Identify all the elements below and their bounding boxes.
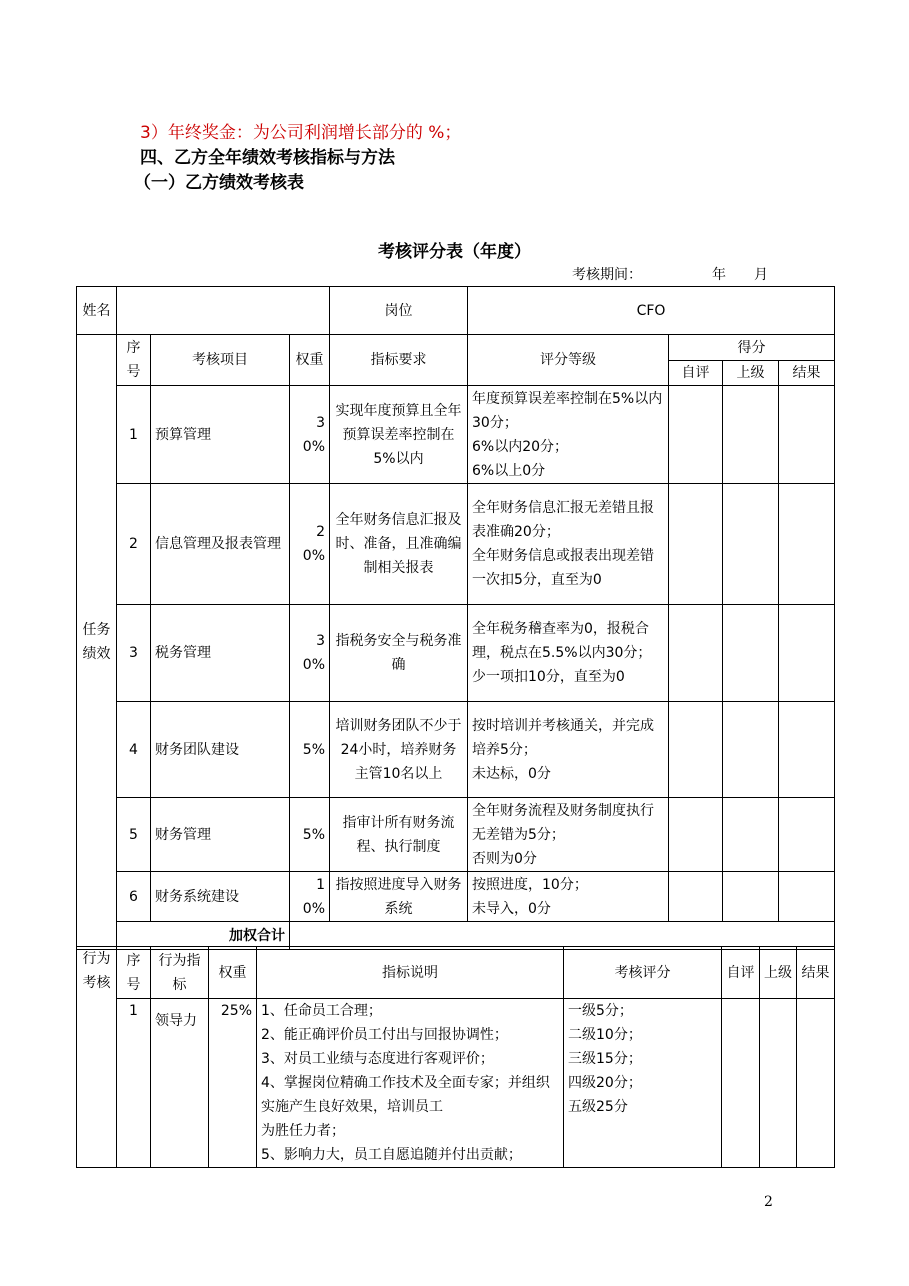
row-requirement: 指税务安全与税务准确 [330,605,468,702]
col-assessment-score: 考核评分 [564,947,722,999]
self-score-cell[interactable] [669,484,723,605]
row-requirement: 实现年度预算且全年预算误差率控制在5%以内 [330,386,468,484]
behavior-assessment-table [76,946,835,1168]
row-indicator: 领导力 [151,999,209,1168]
col-superior: 上级 [760,947,797,999]
row-grading: 按时培训并考核通关，并完成培养5分； 未达标，0分 [468,702,669,798]
superior-score-cell[interactable] [723,872,779,922]
superior-score-cell[interactable] [723,702,779,798]
result-score-cell[interactable] [779,702,835,798]
period-label: 考核期间： [572,267,642,283]
col-grading: 评分等级 [468,335,669,386]
row-weight: 20% [290,484,330,605]
result-score-cell[interactable] [797,999,835,1168]
row-seq: 1 [117,386,151,484]
self-score-cell[interactable] [669,872,723,922]
table-title: 考核评分表（年度） [378,242,531,262]
col-seq: 序号 [117,947,151,999]
row-requirement: 指审计所有财务流程、执行制度 [330,798,468,872]
table-row [77,872,835,922]
result-score-cell[interactable] [779,484,835,605]
superior-score-cell[interactable] [723,386,779,484]
row-item: 税务管理 [151,605,290,702]
row-grading: 全年财务流程及财务制度执行无差错为5分； 否则为0分 [468,798,669,872]
table-row [77,798,835,872]
self-score-cell[interactable] [722,999,760,1168]
row-seq: 6 [117,872,151,922]
row-weight: 30% [290,386,330,484]
result-score-cell[interactable] [779,605,835,702]
name-value[interactable] [117,287,330,335]
col-item: 考核项目 [151,335,290,386]
section-heading: 四、乙方全年绩效考核指标与方法 [140,148,395,168]
row-requirement: 指按照进度导入财务系统 [330,872,468,922]
col-indicator: 行为指标 [151,947,209,999]
bonus-clause: 3）年终奖金：为公司利润增长部分的 %； [140,123,462,143]
self-score-cell[interactable] [669,798,723,872]
col-weight: 权重 [290,335,330,386]
col-seq: 序号 [117,335,151,386]
col-weight: 权重 [209,947,257,999]
col-result: 结果 [779,361,835,386]
row-item: 财务系统建设 [151,872,290,922]
result-score-cell[interactable] [779,872,835,922]
row-weight: 5% [290,702,330,798]
post-label: 岗位 [330,287,468,335]
table-row [77,999,835,1168]
task-performance-table [76,286,835,950]
page-number: 2 [764,1194,773,1210]
period-month: 月 [754,267,768,283]
row-requirement: 培训财务团队不少于24小时，培养财务主管10名以上 [330,702,468,798]
row-weight: 25% [209,999,257,1168]
row-weight: 30% [290,605,330,702]
row-item: 财务管理 [151,798,290,872]
col-result: 结果 [797,947,835,999]
assessment-period [572,264,768,284]
col-self: 自评 [722,947,760,999]
period-year: 年 [712,267,726,283]
row-item: 信息管理及报表管理 [151,484,290,605]
superior-score-cell[interactable] [723,605,779,702]
row-assessment-score: 一级5分； 二级10分； 三级15分； 四级20分； 五级25分 [564,999,722,1168]
subsection-heading: （一）乙方绩效考核表 [134,173,304,193]
col-self: 自评 [669,361,723,386]
superior-score-cell[interactable] [760,999,797,1168]
task-section-label: 任务绩效 [77,335,117,950]
table-row [77,702,835,798]
col-requirement: 指标要求 [330,335,468,386]
table-row [77,605,835,702]
row-seq: 1 [117,999,151,1168]
row-item: 预算管理 [151,386,290,484]
result-score-cell[interactable] [779,798,835,872]
row-seq: 2 [117,484,151,605]
name-label: 姓名 [77,287,117,335]
table-row [77,386,835,484]
row-item: 财务团队建设 [151,702,290,798]
row-grading: 年度预算误差率控制在5%以内30分； 6%以内20分； 6%以上0分 [468,386,669,484]
row-seq: 4 [117,702,151,798]
row-description: 1、任命员工合理； 2、能正确评价员工付出与回报协调性； 3、对员工业绩与态度进行客观评价； 4、掌握岗位精确工作技术及全面专家；并组织实施产生良好效果，培训员工 为胜任力者； 5、影响力大，员工自愿追随并付出贡献； [257,999,564,1168]
superior-score-cell[interactable] [723,798,779,872]
col-score: 得分 [669,335,835,361]
superior-score-cell[interactable] [723,484,779,605]
row-requirement: 全年财务信息汇报及时、准备，且准确编制相关报表 [330,484,468,605]
row-weight: 10% [290,872,330,922]
row-grading: 按照进度，10分； 未导入，0分 [468,872,669,922]
behavior-section-label: 行为考核 [77,947,117,1168]
post-value: CFO [468,287,835,335]
col-superior: 上级 [723,361,779,386]
self-score-cell[interactable] [669,702,723,798]
self-score-cell[interactable] [669,386,723,484]
table-row [77,484,835,605]
row-weight: 5% [290,798,330,872]
self-score-cell[interactable] [669,605,723,702]
row-grading: 全年财务信息汇报无差错且报表准确20分； 全年财务信息或报表出现差错一次扣5分，直至为0 [468,484,669,605]
col-description: 指标说明 [257,947,564,999]
row-seq: 5 [117,798,151,872]
result-score-cell[interactable] [779,386,835,484]
weighted-total-label: 加权合计 [117,922,290,950]
row-grading: 全年税务稽查率为0，报税合理，税点在5.5%以内30分； 少一项扣10分，直至为0 [468,605,669,702]
row-seq: 3 [117,605,151,702]
